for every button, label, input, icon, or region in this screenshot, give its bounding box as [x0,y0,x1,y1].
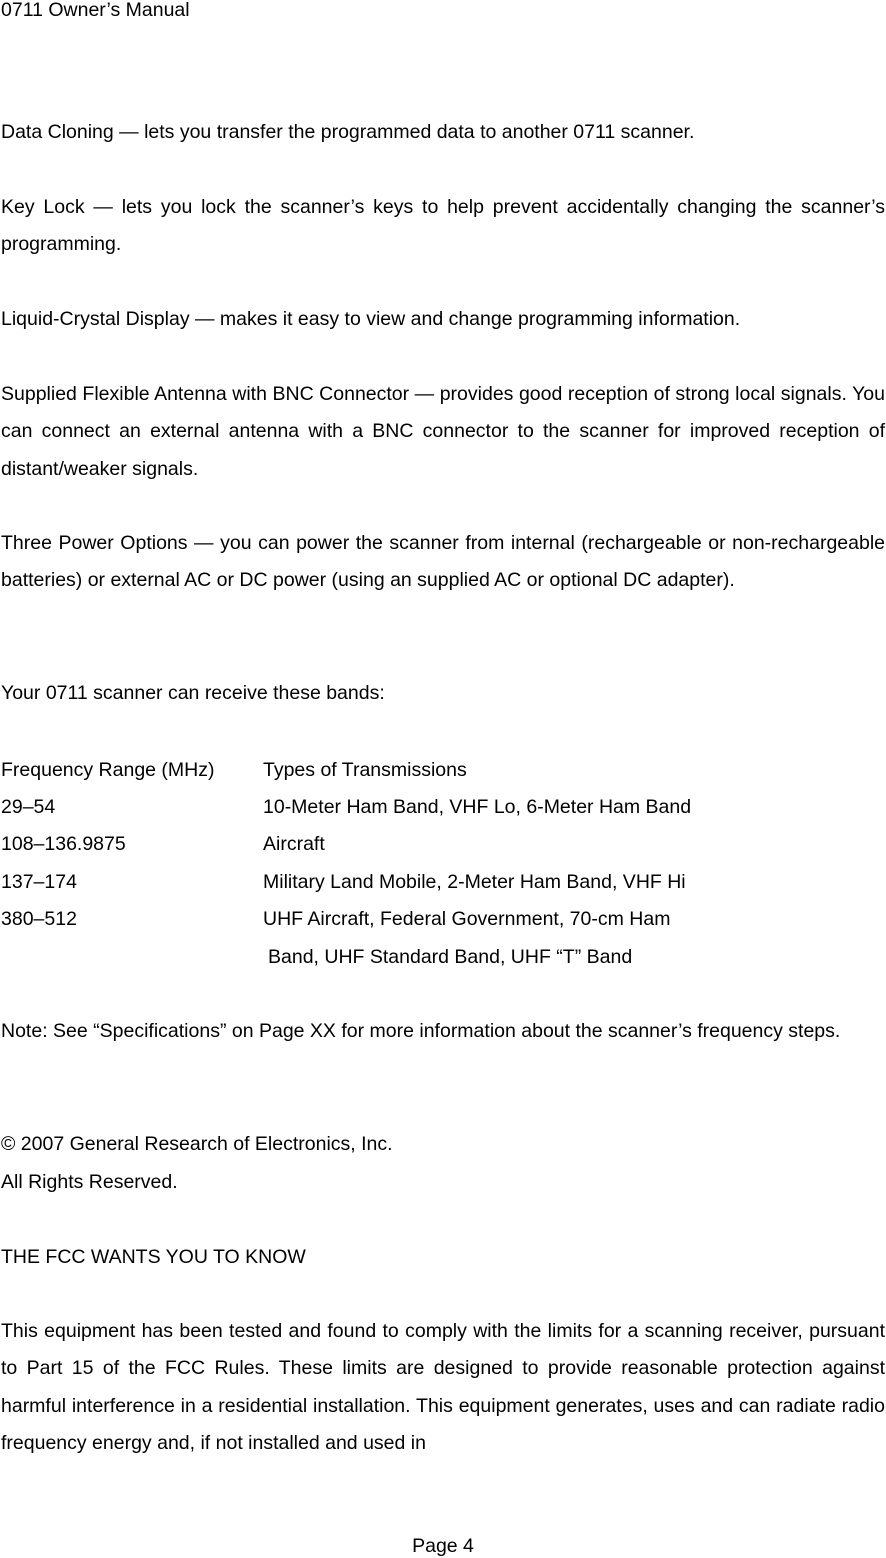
paragraph-note: Note: See “Specifications” on Page XX for more information about the scanner’s frequency steps. [1,1020,841,1042]
paragraph-bands-intro: Your 0711 scanner can receive these bands: [1,682,385,704]
transmission-types-cell: Military Land Mobile, 2-Meter Ham Band, VHF Hi [263,871,686,893]
document-header: 0711 Owner’s Manual [1,0,190,21]
frequency-range-cell: 380–512 [1,908,77,930]
rights-reserved-line: All Rights Reserved. [1,1171,178,1193]
frequency-range-cell: 29–54 [1,796,56,818]
frequency-range-cell: 108–136.9875 [1,833,126,855]
paragraph-data-cloning: Data Cloning — lets you transfer the programmed data to another 0711 scanner. [1,121,695,143]
paragraph-lcd: Liquid-Crystal Display — makes it easy to view and change programming information. [1,308,741,330]
transmission-types-continuation: Band, UHF Standard Band, UHF “T” Band [268,946,633,968]
table-row-continuation [1,945,885,971]
transmission-types-cell: Aircraft [263,833,325,855]
band-table-header [1,758,885,784]
frequency-range-cell: 137–174 [1,871,77,893]
table-row [1,907,885,933]
column-header-frequency-range: Frequency Range (MHz) [1,759,215,781]
table-row [1,832,885,858]
table-row [1,795,885,821]
page-number: Page 4 [412,1535,474,1557]
paragraph-key-lock: Key Lock — lets you lock the scanner’s keys to help prevent accidentally changing the scanner’s programming. [1,196,885,256]
transmission-types-cell: UHF Aircraft, Federal Government, 70-cm Ham [263,908,671,930]
paragraph-antenna: Supplied Flexible Antenna with BNC Connector — provides good reception of strong local signals. You can connect an external antenna with a BNC connector to the scanner for improved reception of distant/weaker signals. [1,383,885,480]
fcc-heading: THE FCC WANTS YOU TO KNOW [1,1246,306,1268]
paragraph-power-options: Three Power Options — you can power the scanner from internal (rechargeable or non-rechargeable batteries) or external AC or DC power (using an supplied AC or optional DC adapter). [1,532,885,592]
table-row [1,870,885,896]
transmission-types-cell: 10-Meter Ham Band, VHF Lo, 6-Meter Ham Band [263,796,692,818]
paragraph-fcc-body: This equipment has been tested and found to comply with the limits for a scanning receiver, pursuant to Part 15 of the FCC Rules. These limits are designed to provide reasonable protection against harmful interference in a residential installation. This equipment generates, uses and can radiate radio frequency energy and, if not installed and used in [1,1320,885,1455]
copyright-line: © 2007 General Research of Electronics, Inc. [1,1133,393,1155]
column-header-transmission-types: Types of Transmissions [263,759,467,781]
